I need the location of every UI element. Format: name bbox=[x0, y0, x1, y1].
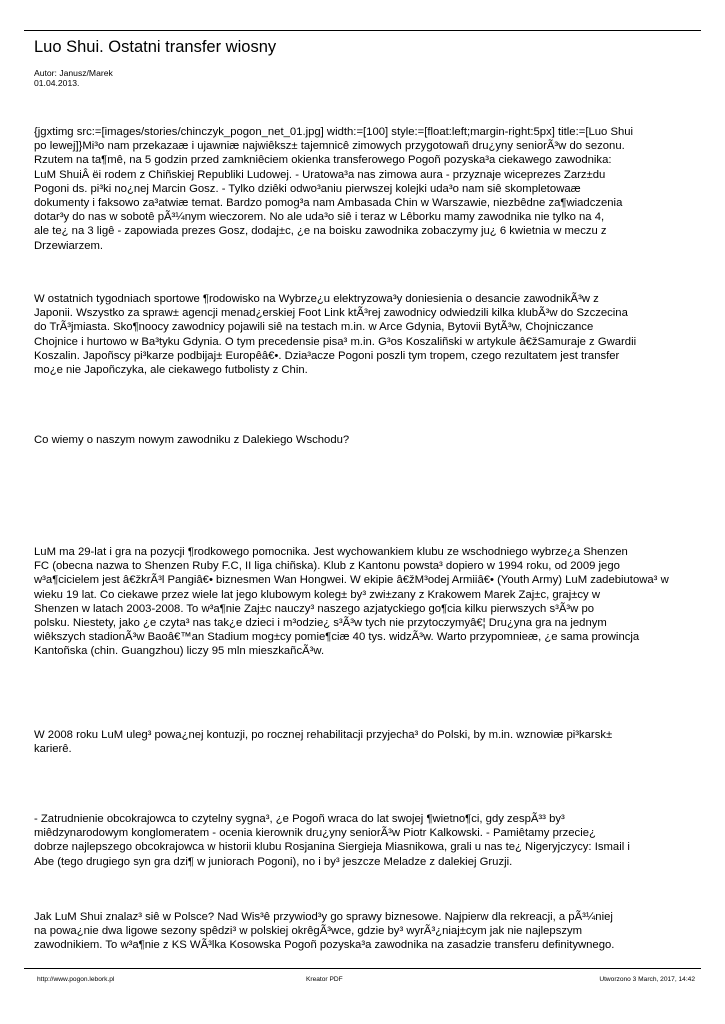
paragraph-line: wieku 19 lat. Co ciekawe przez wiele lat jego klubowym koleg± by³ zwi±zany z Krakowem Marek Zaj±c, graj±cy w bbox=[34, 588, 600, 601]
paragraph-line: LuM ShuiÂ ëi rodem z Chiñskiej Republiki Ludowej. - Uratowa³a nas zimowa aura - przyznaje wiceprezes Zarz±du bbox=[34, 168, 606, 181]
paragraph-line: karierê. bbox=[34, 743, 72, 756]
paragraph-line: LuM ma 29-lat i gra na pozycji ¶rodkowego pomocnika. Jest wychowankiem klubu ze wschodniego wybrze¿a Shenzen bbox=[34, 546, 628, 558]
footer-url: http://www.pogon.lebork.pl bbox=[37, 976, 115, 983]
paragraph-line: na powa¿nie dwa ligowe sezony spêdzi³ w polskiej okrêgÃ³wce, gdzie by³ wyrÃ³¿niaj±cym jak nie najlepszym bbox=[34, 925, 583, 938]
paragraph-line: W ostatnich tygodniach sportowe ¶rodowisko na Wybrze¿u elektryzowa³y doniesienia o desancie zawodnikÃ³w z bbox=[34, 293, 599, 305]
paragraph-line: wiêkszych stadionÃ³w Baoâ€™an Stadium mog±cy pomie¶ciæ 40 tys. widzÃ³w. Warto przypomnieæ, ¿e sama prowincja bbox=[34, 631, 640, 644]
paragraph-line: Kantoñska (chin. Guangzhou) liczy 95 mln mieszkañcÃ³w. bbox=[34, 645, 325, 658]
paragraph-line: polsku. Niestety, jako ¿e czyta³ nas tak¿e dzieci i m³odzie¿ s³Ã³w tych nie przytoczymyâ€¦ Dru¿yna gra na jednym bbox=[34, 617, 607, 630]
article-date: 01.04.2013. bbox=[34, 78, 80, 88]
paragraph-line: Co wiemy o naszym nowym zawodniku z Dalekiego Wschodu? bbox=[34, 434, 350, 446]
footer-rule bbox=[24, 968, 701, 969]
header-rule bbox=[24, 30, 701, 31]
paragraph-line: po lewej]}Mi³o nam przekazaæ i ujawniæ najwiêksz± tajemnicê zimowych przygotowañ dru¿yny seniorÃ³w do sezonu. bbox=[34, 140, 625, 153]
paragraph-line: W 2008 roku LuM uleg³ powa¿nej kontuzji, po rocznej rehabilitacji przyjecha³ do Polski, by m.in. wznowiæ pi³karsk± bbox=[34, 729, 613, 741]
paragraph-line: Japonii. Wszystko za spraw± agencji menad¿erskiej Foot Link ktÃ³rej zawodnicy odwiedzili kilka klubÃ³w do Szczecina bbox=[34, 307, 628, 320]
paragraph-line: FC (obecna nazwa to Shenzen Ruby F.C, II liga chiñska). Klub z Kantonu powsta³ dopiero w 1994 roku, od 2009 jego bbox=[34, 560, 620, 573]
paragraph-line: dobrze najlepszego obcokrajowca w historii klubu Rosjanina Siergieja Miasnikowa, grali u nas te¿ Nigeryjczycy: Ismail i bbox=[34, 841, 630, 854]
paragraph-line: Shenzen w latach 2003-2008. To w³a¶nie Zaj±c nauczy³ naszego azjatyckiego go¶cia kilku pierwszych s³Ã³w po bbox=[34, 602, 595, 615]
paragraph-line: Rzutem na ta¶mê, na 5 godzin przed zamkniêciem okienka transferowego Pogoñ pozyska³a ciekawego zawodnika: bbox=[34, 154, 612, 167]
paragraph-line: {jgxtimg src:=[images/stories/chinczyk_pogon_net_01.jpg] width:=[100] style:=[float:left;margin-right:5px] title:=[Luo Shui bbox=[34, 126, 634, 138]
paragraph-line: zawodnikiem. To w³a¶nie z KS WÃ³lka Kosowska Pogoñ pozyska³a zawodnika na zasadzie transferu definitywnego. bbox=[34, 939, 615, 952]
paragraph-line: miêdzynarodowym konglomeratem - ocenia kierownik dru¿yny seniorÃ³w Piotr Kalkowski. - Pamiêtamy przecie¿ bbox=[34, 827, 596, 840]
paragraph-line: ale te¿ na 3 ligê - zapowiada prezes Gosz, dodaj±c, ¿e na boisku zawodnika zobaczymy ju¿ 6 kwietnia w meczu z bbox=[34, 225, 607, 238]
article-paragraph bbox=[34, 910, 694, 953]
footer-generator: Kreator PDF bbox=[306, 976, 343, 983]
article-paragraph bbox=[34, 125, 694, 253]
paragraph-line: Chojnice i hurtowo w Ba³tyku Gdynia. O tym precedensie pisa³ m.in. G³os Koszaliñski w artykule â€žSamuraje z Gwardii bbox=[34, 335, 637, 348]
paragraph-line: - Zatrudnienie obcokrajowca to czytelny sygna³, ¿e Pogoñ wraca do lat swojej ¶wietno¶ci, gdy zespÃ³³ by³ bbox=[34, 813, 565, 825]
paragraph-line: Pogoni ds. pi³ki no¿nej Marcin Gosz. - Tylko dziêki odwo³aniu pierwszej kolejki uda³o nam siê skompletowaæ bbox=[34, 182, 581, 195]
article-paragraph bbox=[34, 433, 694, 447]
article-author: Autor: Janusz/Marek bbox=[34, 68, 113, 78]
paragraph-line: dokumenty i faksowo za³atwiæ temat. Bardzo pomog³a nam Ambasada Chin w Warszawie, niezbêdne za¶wiadczenia bbox=[34, 197, 623, 210]
paragraph-line: Drzewiarzem. bbox=[34, 239, 104, 252]
paragraph-line: dotar³y do nas w sobotê pÃ³¼nym wieczorem. No ale uda³o siê i teraz w Lêborku mamy zawodnika nie tylko na 4, bbox=[34, 211, 605, 224]
paragraph-line: mo¿e nie Japoñczyka, ale ciekawego futbolisty z Chin. bbox=[34, 364, 308, 377]
article-paragraph bbox=[34, 545, 694, 659]
paragraph-line: do TrÃ³jmiasta. Sko¶noocy zawodnicy pojawili siê na testach m.in. w Arce Gdynia, Bytovii BytÃ³w, Chojniczance bbox=[34, 321, 594, 334]
paragraph-line: Jak LuM Shui znalaz³ siê w Polsce? Nad Wis³ê przywiod³y go sprawy biznesowe. Najpierw dla rekreacji, a pÃ³¼niej bbox=[34, 911, 613, 923]
article-paragraph bbox=[34, 292, 694, 377]
article-paragraph bbox=[34, 812, 694, 869]
paragraph-line: Koszalin. Japoñscy pi³karze podbijaj± Europêâ€•. Dzia³acze Pogoni poszli tym tropem, czego rezultatem jest transfer bbox=[34, 349, 620, 362]
paragraph-line: w³a¶cicielem jest â€žkrÃ³l Pangiâ€• biznesmen Wan Hongwei. W ekipie â€žM³odej Armiiâ€• (Youth Army) LuM zadebiutowa³ w bbox=[34, 574, 669, 587]
article-paragraph bbox=[34, 728, 694, 756]
paragraph-line: Abe (tego drugiego syn gra dzi¶ w juniorach Pogoni), no i by³ jeszcze Meladze z dalekiej Gruzji. bbox=[34, 855, 513, 868]
page-title: Luo Shui. Ostatni transfer wiosny bbox=[34, 38, 277, 56]
footer-created: Utworzono 3 March, 2017, 14:42 bbox=[599, 976, 695, 983]
